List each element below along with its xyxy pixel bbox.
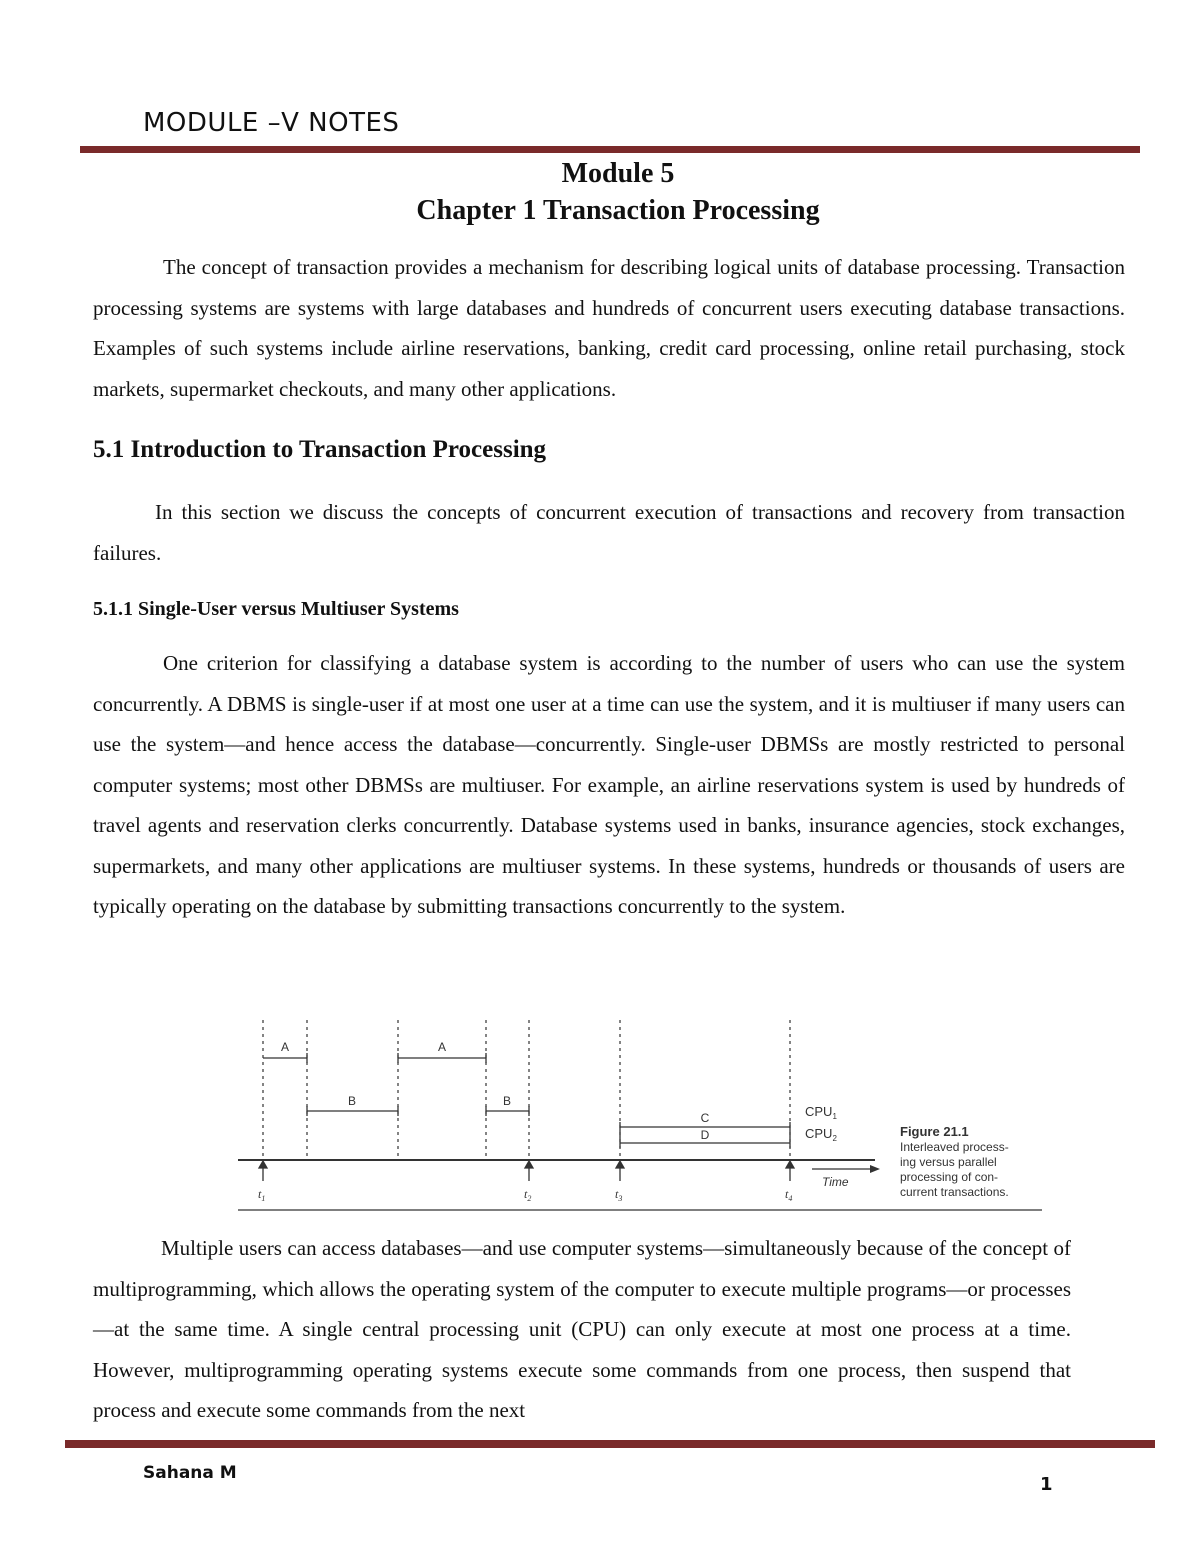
- module-title: Module 5: [561, 158, 675, 189]
- figure-caption-line: ing versus parallel: [900, 1155, 997, 1169]
- segment-label-a1: A: [280, 1040, 290, 1054]
- time-marker-t2: $t_2$: [524, 1187, 532, 1203]
- multiprogramming-paragraph-text: Multiple users can access databases—and use computer systems—simultaneously because of the concept of multiprogramming, which allows the operating system of the computer to execute multiple programs—or processes—at the same time. A single central processing unit (CPU) can only execute at most one process at a time. However, multiprogramming operating systems execute some commands from one process, then suspend that process and execute some commands from the next: [93, 1236, 1071, 1422]
- figure-caption-line: current transactions.: [900, 1185, 1009, 1199]
- intro-paragraph: [93, 247, 1125, 409]
- segment-label-b1: B: [347, 1094, 357, 1108]
- figure-caption-line: Interleaved process-: [900, 1140, 1009, 1154]
- chapter-title: Chapter 1 Transaction Processing: [416, 195, 820, 226]
- time-marker-t3: $t_3$: [615, 1187, 623, 1203]
- section-5-1-paragraph: [93, 492, 1125, 573]
- header-rule: [80, 146, 1140, 153]
- cpu1-label: $CPU_1$: [805, 1104, 837, 1121]
- segment-label-d: D: [700, 1128, 710, 1142]
- intro-paragraph-text: The concept of transaction provides a mechanism for describing logical units of database processing. Transaction processing systems are systems with large databases and hundreds of concurrent users executing database transactions. Examples of such systems include airline reservations, banking, credit card processing, online retail purchasing, stock markets, supermarket checkouts, and many other applications.: [93, 255, 1125, 401]
- figure-caption-line: processing of con-: [900, 1170, 999, 1184]
- cpu2-label: $CPU_2$: [805, 1126, 837, 1143]
- section-5-1-paragraph-text: In this section we discuss the concepts of concurrent execution of transactions and recovery from transaction failures.: [93, 500, 1125, 565]
- segment-label-c: C: [700, 1111, 710, 1125]
- time-marker-t4: $t_4$: [785, 1187, 793, 1203]
- figure-caption-title: Figure 21.1: [900, 1124, 969, 1139]
- page-number: 1: [1040, 1474, 1053, 1495]
- segment-label-a2: A: [437, 1040, 447, 1054]
- figure-interleaved-vs-parallel: [230, 1012, 1045, 1217]
- section-heading-5-1-1: 5.1.1 Single-User versus Multiuser Systems: [93, 598, 459, 620]
- time-label: Time: [822, 1175, 849, 1189]
- section-5-1-1-paragraph-text: One criterion for classifying a database system is according to the number of users who can use the system concurrently. A DBMS is single-user if at most one user at a time can use the system, and it is multiuser if many users can use the system—and hence access the database—concurrently. Single-user DBMSs are mostly restricted to personal computer systems; most other DBMSs are multiuser. For example, an airline reservations system is used by hundreds of travel agents and reservation clerks concurrently. Database systems used in banks, insurance agencies, stock exchanges, supermarkets, and many other applications are multiuser systems. In these systems, hundreds or thousands of users are typically operating on the database by submitting transactions concurrently to the system.: [93, 651, 1125, 918]
- segment-label-b2: B: [502, 1094, 512, 1108]
- section-5-1-1-paragraph: [93, 643, 1125, 927]
- footer-rule: [65, 1440, 1155, 1448]
- header-title: MODULE –V NOTES: [143, 108, 400, 138]
- section-heading-5-1: 5.1 Introduction to Transaction Processing: [93, 436, 547, 463]
- multiprogramming-paragraph: [93, 1228, 1071, 1431]
- footer-author: Sahana M: [143, 1463, 237, 1483]
- time-marker-t1: $t_1$: [258, 1187, 266, 1203]
